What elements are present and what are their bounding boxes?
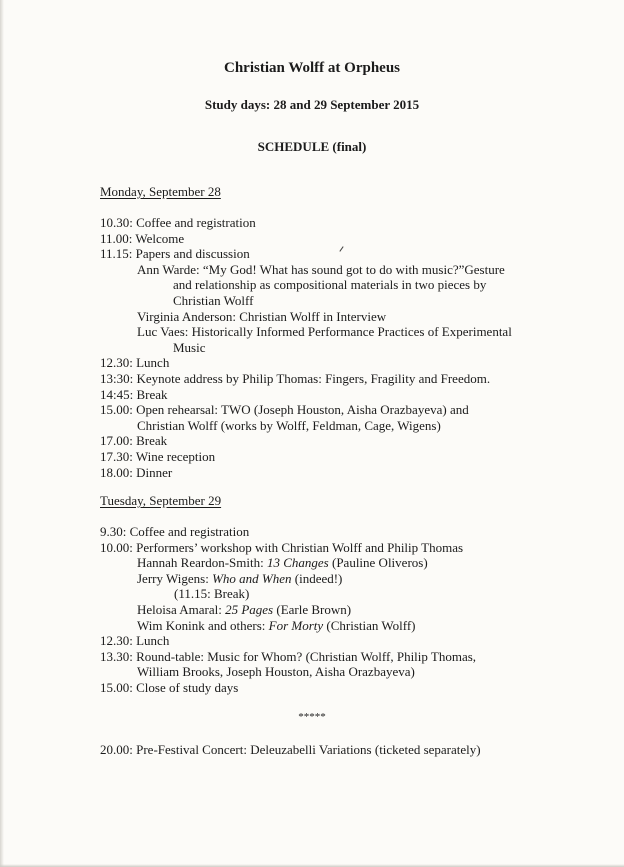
schedule-item: 17.30: Wine reception xyxy=(100,448,216,464)
schedule-item: 15.00: Close of study days xyxy=(100,679,239,695)
schedule-item: 10.30: Coffee and registration xyxy=(100,215,256,230)
workshop-reardon: Hannah Reardon-Smith: 13 Changes (Pauline Oliveros) xyxy=(137,555,428,571)
schedule-heading: SCHEDULE (final) xyxy=(257,139,367,154)
schedule-item: 13.30: Round-table: Music for Whom? (Christian Wolff, Philip Thomas, xyxy=(100,648,477,664)
workshop-amaral: Heloisa Amaral: 25 Pages (Earle Brown) xyxy=(137,601,352,617)
schedule-item: 11.00: Welcome xyxy=(100,230,185,246)
paper-warde-cont: Christian Wolff xyxy=(173,292,254,308)
workshop-break: (11.15: Break) xyxy=(174,586,250,602)
workshop-wigens: Jerry Wigens: Who and When (indeed!) xyxy=(137,570,343,586)
paper-vaes: Luc Vaes: Historically Informed Performance Practices of Experimental xyxy=(137,324,512,340)
schedule-item: 11.15: Papers and discussion xyxy=(100,246,250,262)
paper-anderson: Virginia Anderson: Christian Wolff in Interview xyxy=(137,308,387,324)
schedule-item-cont: William Brooks, Joseph Houston, Aisha Orazbayeva) xyxy=(137,664,415,680)
tuesday-heading: Tuesday, September 29 xyxy=(100,493,222,508)
schedule-item: 13:30: Keynote address by Philip Thomas: Fingers, Fragility and Freedom. xyxy=(100,370,491,386)
paper-vaes-cont: Music xyxy=(173,339,206,355)
monday-schedule xyxy=(100,215,560,480)
paper-warde: Ann Warde: “My God! What has sound got to do with music?”Gesture xyxy=(137,261,505,277)
workshop-konink: Wim Konink and others: For Morty (Christian Wolff) xyxy=(137,617,416,633)
schedule-item: 15.00: Open rehearsal: TWO (Joseph Houston, Aisha Orazbayeva) and xyxy=(100,402,469,418)
section-separator: ***** xyxy=(298,711,326,723)
monday-heading: Monday, September 28 xyxy=(100,184,221,199)
tuesday-schedule xyxy=(100,524,560,696)
paper-warde-cont: and relationship as compositional materials in two pieces by xyxy=(173,277,487,293)
concert-item: 20.00: Pre-Festival Concert: Deleuzabelli Variations (ticketed separately) xyxy=(100,742,481,757)
schedule-item: 10.00: Performers’ workshop with Christian Wolff and Philip Thomas xyxy=(100,539,464,555)
schedule-item: 17.00: Break xyxy=(100,433,168,449)
schedule-item: 12.30: Lunch xyxy=(100,633,170,649)
schedule-item: 9.30: Coffee and registration xyxy=(100,524,250,539)
schedule-item-cont: Christian Wolff (works by Wolff, Feldman, Cage, Wigens) xyxy=(137,417,441,433)
schedule-item: 12.30: Lunch xyxy=(100,355,170,371)
document-title: Christian Wolff at Orpheus xyxy=(224,60,400,76)
schedule-item: 14:45: Break xyxy=(100,386,168,402)
document-subtitle: Study days: 28 and 29 September 2015 xyxy=(204,97,420,112)
schedule-item: 18.00: Dinner xyxy=(100,464,173,480)
page-edge-shadow xyxy=(0,0,4,867)
